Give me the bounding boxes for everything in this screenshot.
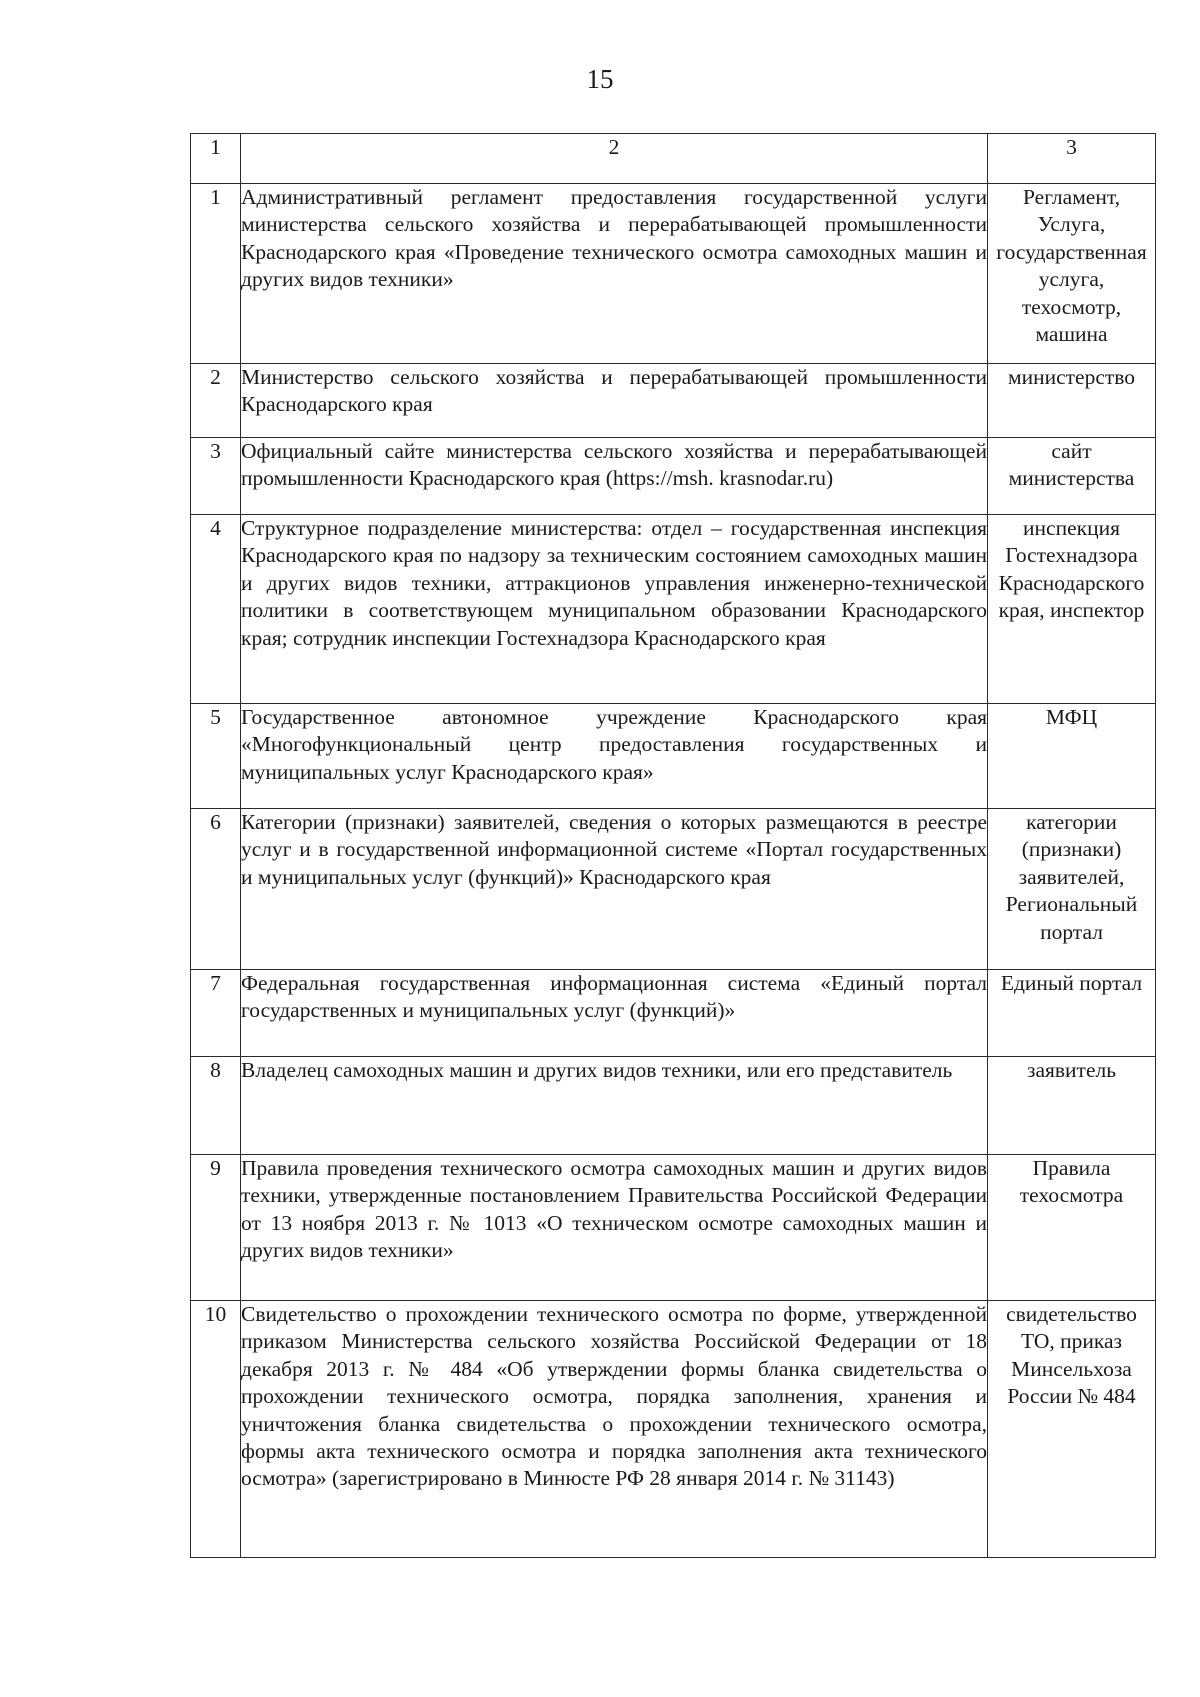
row-term: категории (признаки) заявителей, Региональный портал — [988, 809, 1156, 970]
row-number: 9 — [191, 1155, 241, 1301]
table-row — [191, 438, 1156, 515]
table-header-row — [191, 134, 1156, 184]
row-number: 4 — [191, 515, 241, 704]
row-number: 1 — [191, 184, 241, 364]
row-term: Регламент, Услуга, государственная услуга, техосмотр, машина — [988, 184, 1156, 364]
row-term: заявитель — [988, 1057, 1156, 1155]
row-term: сайт министерства — [988, 438, 1156, 515]
row-number: 2 — [191, 364, 241, 438]
definitions-table — [190, 133, 1156, 1558]
row-term: Единый портал — [988, 970, 1156, 1057]
column-header-1: 1 — [191, 134, 241, 184]
row-term: инспекция Гостехнадзора Краснодарского края, инспектор — [988, 515, 1156, 704]
row-description: Владелец самоходных машин и других видов техники, или его представитель — [241, 1057, 988, 1155]
table-row — [191, 704, 1156, 809]
row-number: 8 — [191, 1057, 241, 1155]
row-number: 3 — [191, 438, 241, 515]
table-row — [191, 1057, 1156, 1155]
row-description: Федеральная государственная информационная система «Единый портал государственных и муниципальных услуг (функций)» — [241, 970, 988, 1057]
row-description: Административный регламент предоставления государственной услуги министерства сельского хозяйства и перерабатывающей промышленности Краснодарского края «Проведение технического осмотра самоходных машин и других видов техники» — [241, 184, 988, 364]
row-number: 10 — [191, 1301, 241, 1558]
row-description: Государственное автономное учреждение Краснодарского края «Многофункциональный центр предоставления государственных и муниципальных услуг Краснодарского края» — [241, 704, 988, 809]
table-row — [191, 1155, 1156, 1301]
row-description: Официальный сайте министерства сельского хозяйства и перерабатывающей промышленности Краснодарского края (https://msh. krasnodar.ru) — [241, 438, 988, 515]
page-number: 15 — [586, 64, 614, 94]
row-description: Министерство сельского хозяйства и перерабатывающей промышленности Краснодарского края — [241, 364, 988, 438]
row-description: Категории (признаки) заявителей, сведения о которых размещаются в реестре услуг и в государственной информационной системе «Портал государственных и муниципальных услуг (функций)» Краснодарского края — [241, 809, 988, 970]
row-term: Правила техосмотра — [988, 1155, 1156, 1301]
row-number: 7 — [191, 970, 241, 1057]
row-number: 5 — [191, 704, 241, 809]
table-row — [191, 184, 1156, 364]
row-description: Свидетельство о прохождении технического осмотра по форме, утвержденной приказом Министерства сельского хозяйства Российской Федерации от 18 декабря 2013 г. № 484 «Об утверждении формы бланка свидетельства о прохождении технического осмотра, порядка заполнения, хранения и уничтожения бланка свидетельства о прохождении технического осмотра, формы акта технического осмотра и порядка заполнения акта технического осмотра» (зарегистрировано в Минюсте РФ 28 января 2014 г. № 31143) — [241, 1301, 988, 1558]
row-number: 6 — [191, 809, 241, 970]
table-row — [191, 515, 1156, 704]
row-description: Правила проведения технического осмотра самоходных машин и других видов техники, утвержденные постановлением Правительства Российской Федерации от 13 ноября 2013 г. № 1013 «О техническом осмотре самоходных машин и других видов техники» — [241, 1155, 988, 1301]
row-term: МФЦ — [988, 704, 1156, 809]
row-term: министерство — [988, 364, 1156, 438]
table-row — [191, 809, 1156, 970]
column-header-2: 2 — [241, 134, 988, 184]
row-term: свидетельство ТО, приказ Минсельхоза России № 484 — [988, 1301, 1156, 1558]
table-row — [191, 1301, 1156, 1558]
table-row — [191, 970, 1156, 1057]
table-row — [191, 364, 1156, 438]
row-description: Структурное подразделение министерства: отдел – государственная инспекция Краснодарского края по надзору за техническим состоянием самоходных машин и других видов техники, аттракционов управления инженерно-технической политики в соответствующем муниципальном образовании Краснодарского края; сотрудник инспекции Гостехнадзора Краснодарского края — [241, 515, 988, 704]
column-header-3: 3 — [988, 134, 1156, 184]
